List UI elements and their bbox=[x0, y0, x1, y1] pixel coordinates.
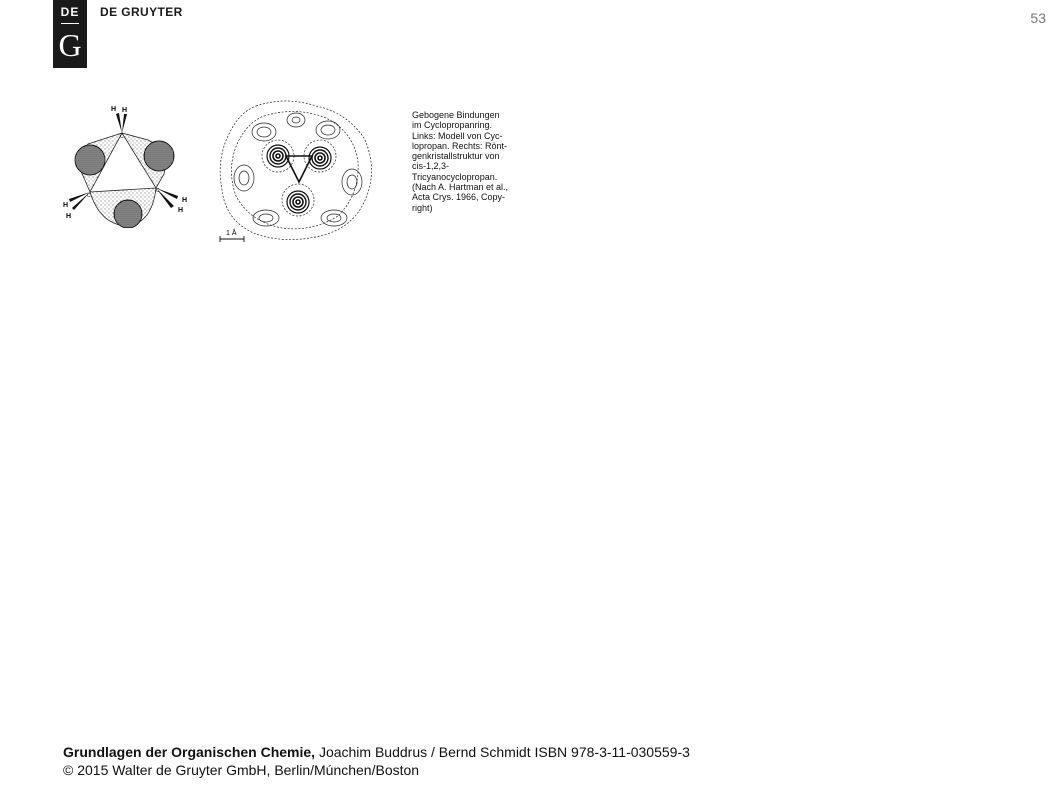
caption-line: cis-1,2,3- bbox=[412, 161, 450, 172]
caption-line: Links: Modell von Cyc- bbox=[412, 130, 503, 141]
scale-bar-label: 1 Å bbox=[226, 230, 237, 237]
caption-line: (Nach A. Hartman et al., bbox=[412, 182, 509, 193]
cyclopropane-model-figure bbox=[60, 100, 196, 228]
atom-label-c3: C bbox=[156, 188, 160, 194]
atom-label-h6: H bbox=[178, 207, 184, 214]
xray-contour-map-figure bbox=[216, 98, 376, 246]
atom-label-c2: C bbox=[87, 193, 91, 199]
book-citation: Joachim Buddrus / Bernd Schmidt ISBN 978-3-11-030559-3 bbox=[315, 744, 690, 760]
page-number: 53 bbox=[1030, 10, 1046, 26]
logo-divider bbox=[61, 23, 79, 24]
figure-caption bbox=[412, 110, 542, 213]
atom-label-h2: H bbox=[122, 107, 128, 114]
caption-line: genkristallstruktur von bbox=[412, 151, 500, 162]
atom-label-h3: H bbox=[63, 202, 69, 209]
publisher-logo bbox=[53, 0, 87, 68]
publisher-name: DE GRUYTER bbox=[100, 5, 183, 19]
caption-line: Acta Crys. 1966, Copy- bbox=[412, 192, 506, 203]
caption-line: right) bbox=[412, 202, 433, 213]
caption-line: im Cyclopropanring. bbox=[412, 120, 493, 131]
caption-line: lopropan. Rechts: Rönt- bbox=[412, 140, 508, 151]
atom-label-h4: H bbox=[66, 213, 72, 220]
logo-de-text: DE bbox=[60, 5, 80, 19]
caption-line: Tricyanocyclopropan. bbox=[412, 171, 498, 182]
citation-line bbox=[63, 743, 690, 761]
atom-label-c1: C bbox=[120, 134, 124, 140]
logo-g-text: G bbox=[58, 27, 82, 63]
citation-footer bbox=[63, 743, 690, 779]
atom-label-h1: H bbox=[111, 106, 117, 113]
atom-label-h5: H bbox=[182, 197, 188, 204]
book-title: Grundlagen der Organischen Chemie, bbox=[63, 744, 316, 760]
caption-line: Gebogene Bindungen bbox=[412, 110, 500, 120]
copyright-line: © 2015 Walter de Gruyter GmbH, Berlin/Múnchen/Boston bbox=[63, 762, 420, 778]
